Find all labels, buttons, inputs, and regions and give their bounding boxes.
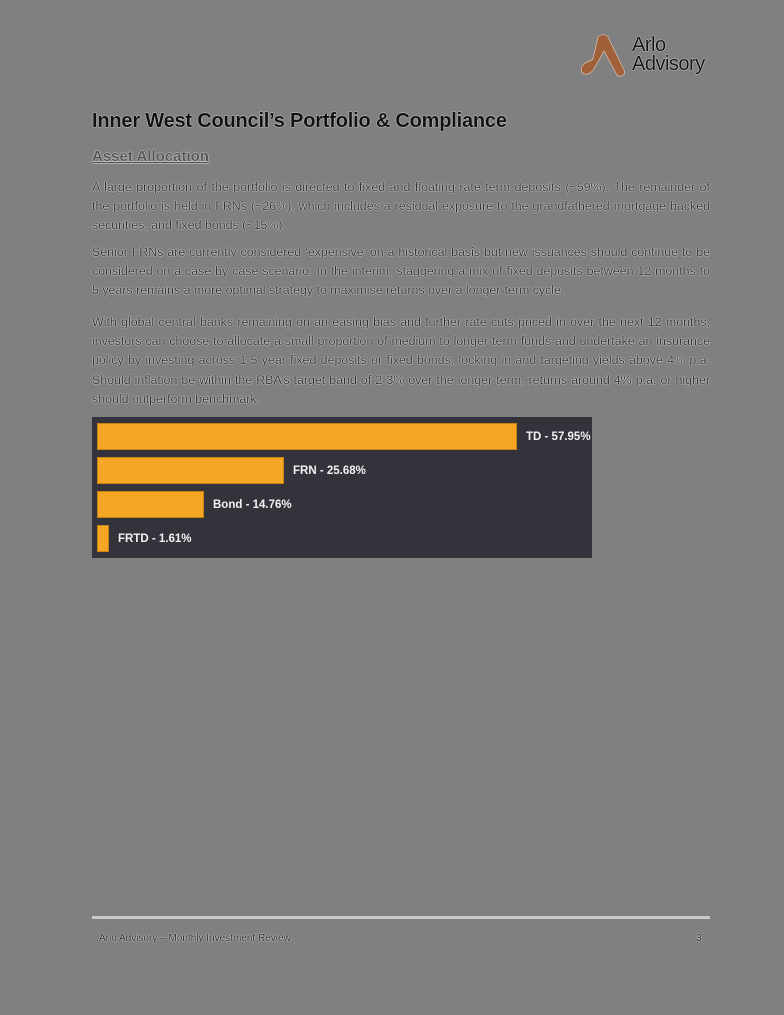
bar-frn bbox=[97, 457, 284, 484]
bar-frtd bbox=[97, 525, 109, 552]
bar-row-td bbox=[97, 423, 591, 450]
asset-allocation-bar-chart bbox=[92, 417, 592, 558]
bar-label-frtd: FRTD - 1.61% bbox=[118, 532, 192, 545]
paragraph-rate-strategy: With global central banks remaining on an easing bias and further rate cuts priced in over the next 12 months, investors can choose to allocate a small proportion of medium to longer-term funds and undertake an insurance policy by investing across 1-5 year fixed deposits or fixed bonds, locking in and targeting yields above 4% p.a. Should inflation be within the RBA’s target band of 2-3% over the longer-term, returns around 4% p.a. or higher should outperform benchmark. bbox=[92, 315, 710, 406]
logo-wordmark bbox=[632, 36, 705, 74]
bar-row-frn bbox=[97, 457, 366, 484]
bar-label-td: TD - 57.95% bbox=[526, 430, 591, 443]
arlo-a-mark-icon bbox=[580, 34, 626, 78]
bar-label-frn: FRN - 25.68% bbox=[293, 464, 366, 477]
paragraph-frn-outlook: Senior FRNs are currently considered ‘expensive’ on a historical basis but new issuances should continue to be considered on a case by case scenario. In the interim, staggering a mix of fixed deposits between 12 months to 5 years remains a more optimal strategy to maximise returns over a longer-term cycle. bbox=[92, 245, 710, 298]
bar-row-bond bbox=[97, 491, 292, 518]
footer-divider bbox=[92, 916, 710, 919]
arlo-advisory-logo bbox=[580, 34, 720, 80]
bar-row-frtd bbox=[97, 525, 192, 552]
bar-bond bbox=[97, 491, 204, 518]
bar-td bbox=[97, 423, 517, 450]
section-heading: Asset Allocation bbox=[92, 148, 209, 165]
page-number: 3 bbox=[696, 933, 702, 944]
paragraph-allocation-summary: A large proportion of the portfolio is directed to fixed and floating rate term deposits (~59%). The remainder of the portfolio is held in FRNs (~26%), which includes a residual exposure to the grandfathered mortgage backed securities, and fixed bonds (~15%). bbox=[92, 180, 710, 233]
page-title: Inner West Council’s Portfolio & Compliance bbox=[92, 110, 507, 132]
logo-line-1: Arlo bbox=[632, 34, 666, 56]
bar-label-bond: Bond - 14.76% bbox=[213, 498, 292, 511]
footer-text: Arlo Advisory – Monthly Investment Review bbox=[99, 933, 291, 944]
logo-line-2: Advisory bbox=[632, 53, 705, 75]
